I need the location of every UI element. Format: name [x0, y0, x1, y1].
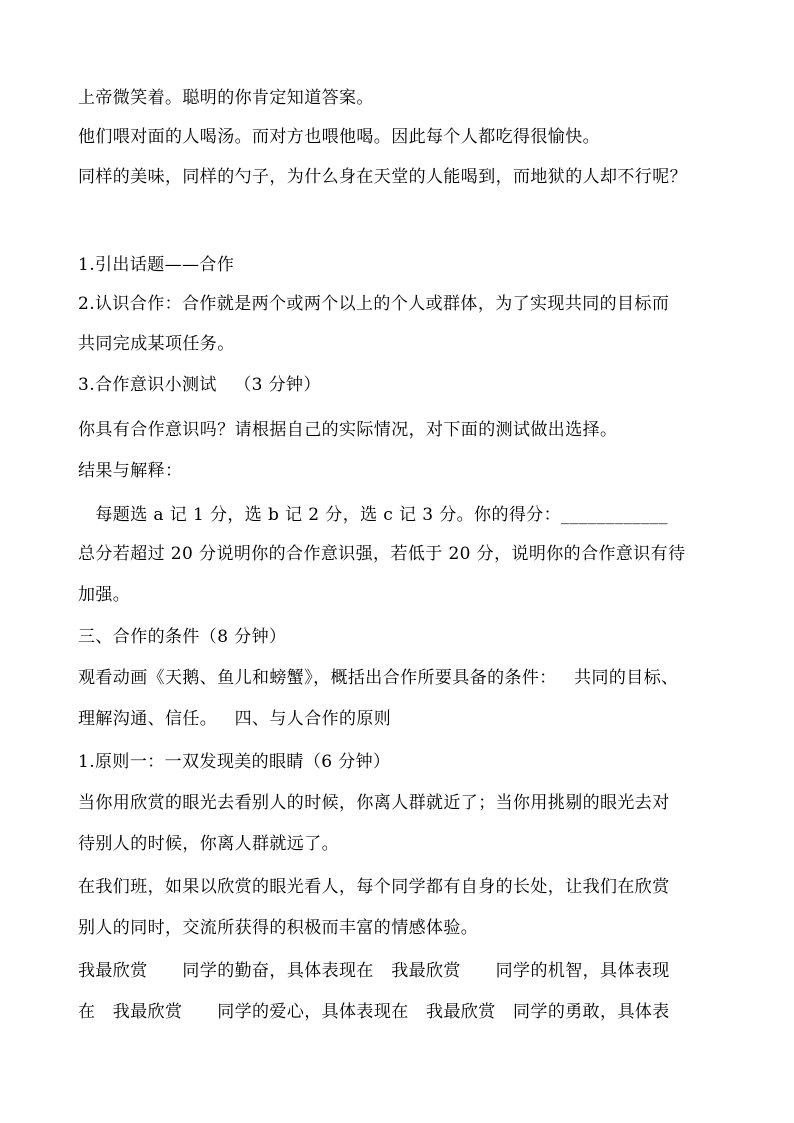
paragraph-line: 我最欣赏 同学的勤奋，具体表现在 我最欣赏 同学的机智，具体表现: [78, 961, 670, 981]
paragraph-line: 他们喂对面的人喝汤。而对方也喂他喝。因此每个人都吃得很愉快。: [78, 127, 600, 147]
paragraph-line: 你具有合作意识吗？请根据自己的实际情况，对下面的测试做出选择。: [78, 420, 618, 440]
paragraph-line: 同样的美味，同样的勺子，为什么身在天堂的人能喝到，而地狱的人却不行呢？: [78, 167, 687, 187]
paragraph-line: 当你用欣赏的眼光去看别人的时候，你离人群就近了；当你用挑剔的眼光去对: [78, 793, 670, 813]
paragraph-line: 共同完成某项任务。: [78, 334, 235, 354]
paragraph-line: 结果与解释：: [78, 461, 183, 481]
paragraph-line: 上帝微笑着。聪明的你肯定知道答案。: [78, 88, 374, 108]
paragraph-line: 2.认识合作：合作就是两个或两个以上的个人或群体，为了实现共同的目标而: [78, 294, 670, 314]
paragraph-line: 待别人的时候，你离人群就远了。: [78, 834, 339, 854]
section-heading: 1.原则一：一双发现美的眼睛（6 分钟）: [78, 752, 391, 772]
paragraph-line: 在我们班，如果以欣赏的眼光看人，每个同学都有自身的长处，让我们在欣赏: [78, 877, 670, 897]
paragraph-line: 理解沟通、信任。 四、与人合作的原则: [78, 709, 392, 729]
paragraph-line: 观看动画《天鹅、鱼儿和螃蟹》，概括出合作所要具备的条件： 共同的目标、: [78, 668, 679, 688]
section-heading: 1.引出话题——合作: [78, 255, 235, 275]
paragraph-line: 别人的同时，交流所获得的积极而丰富的情感体验。: [78, 918, 479, 938]
paragraph-line: 在 我最欣赏 同学的爱心，具体表现在 我最欣赏 同学的勇敢，具体表: [78, 1002, 670, 1022]
section-heading: 3.合作意识小测试 （3 分钟）: [78, 375, 321, 395]
score-line: 每题选 a 记 1 分，选 b 记 2 分，选 c 记 3 分。你的得分：____________: [78, 505, 668, 525]
paragraph-line: 加强。: [78, 585, 131, 605]
section-heading: 三、合作的条件（8 分钟）: [78, 627, 287, 647]
paragraph-line: 总分若超过 20 分说明你的合作意识强，若低于 20 分，说明你的合作意识有待: [78, 544, 686, 564]
